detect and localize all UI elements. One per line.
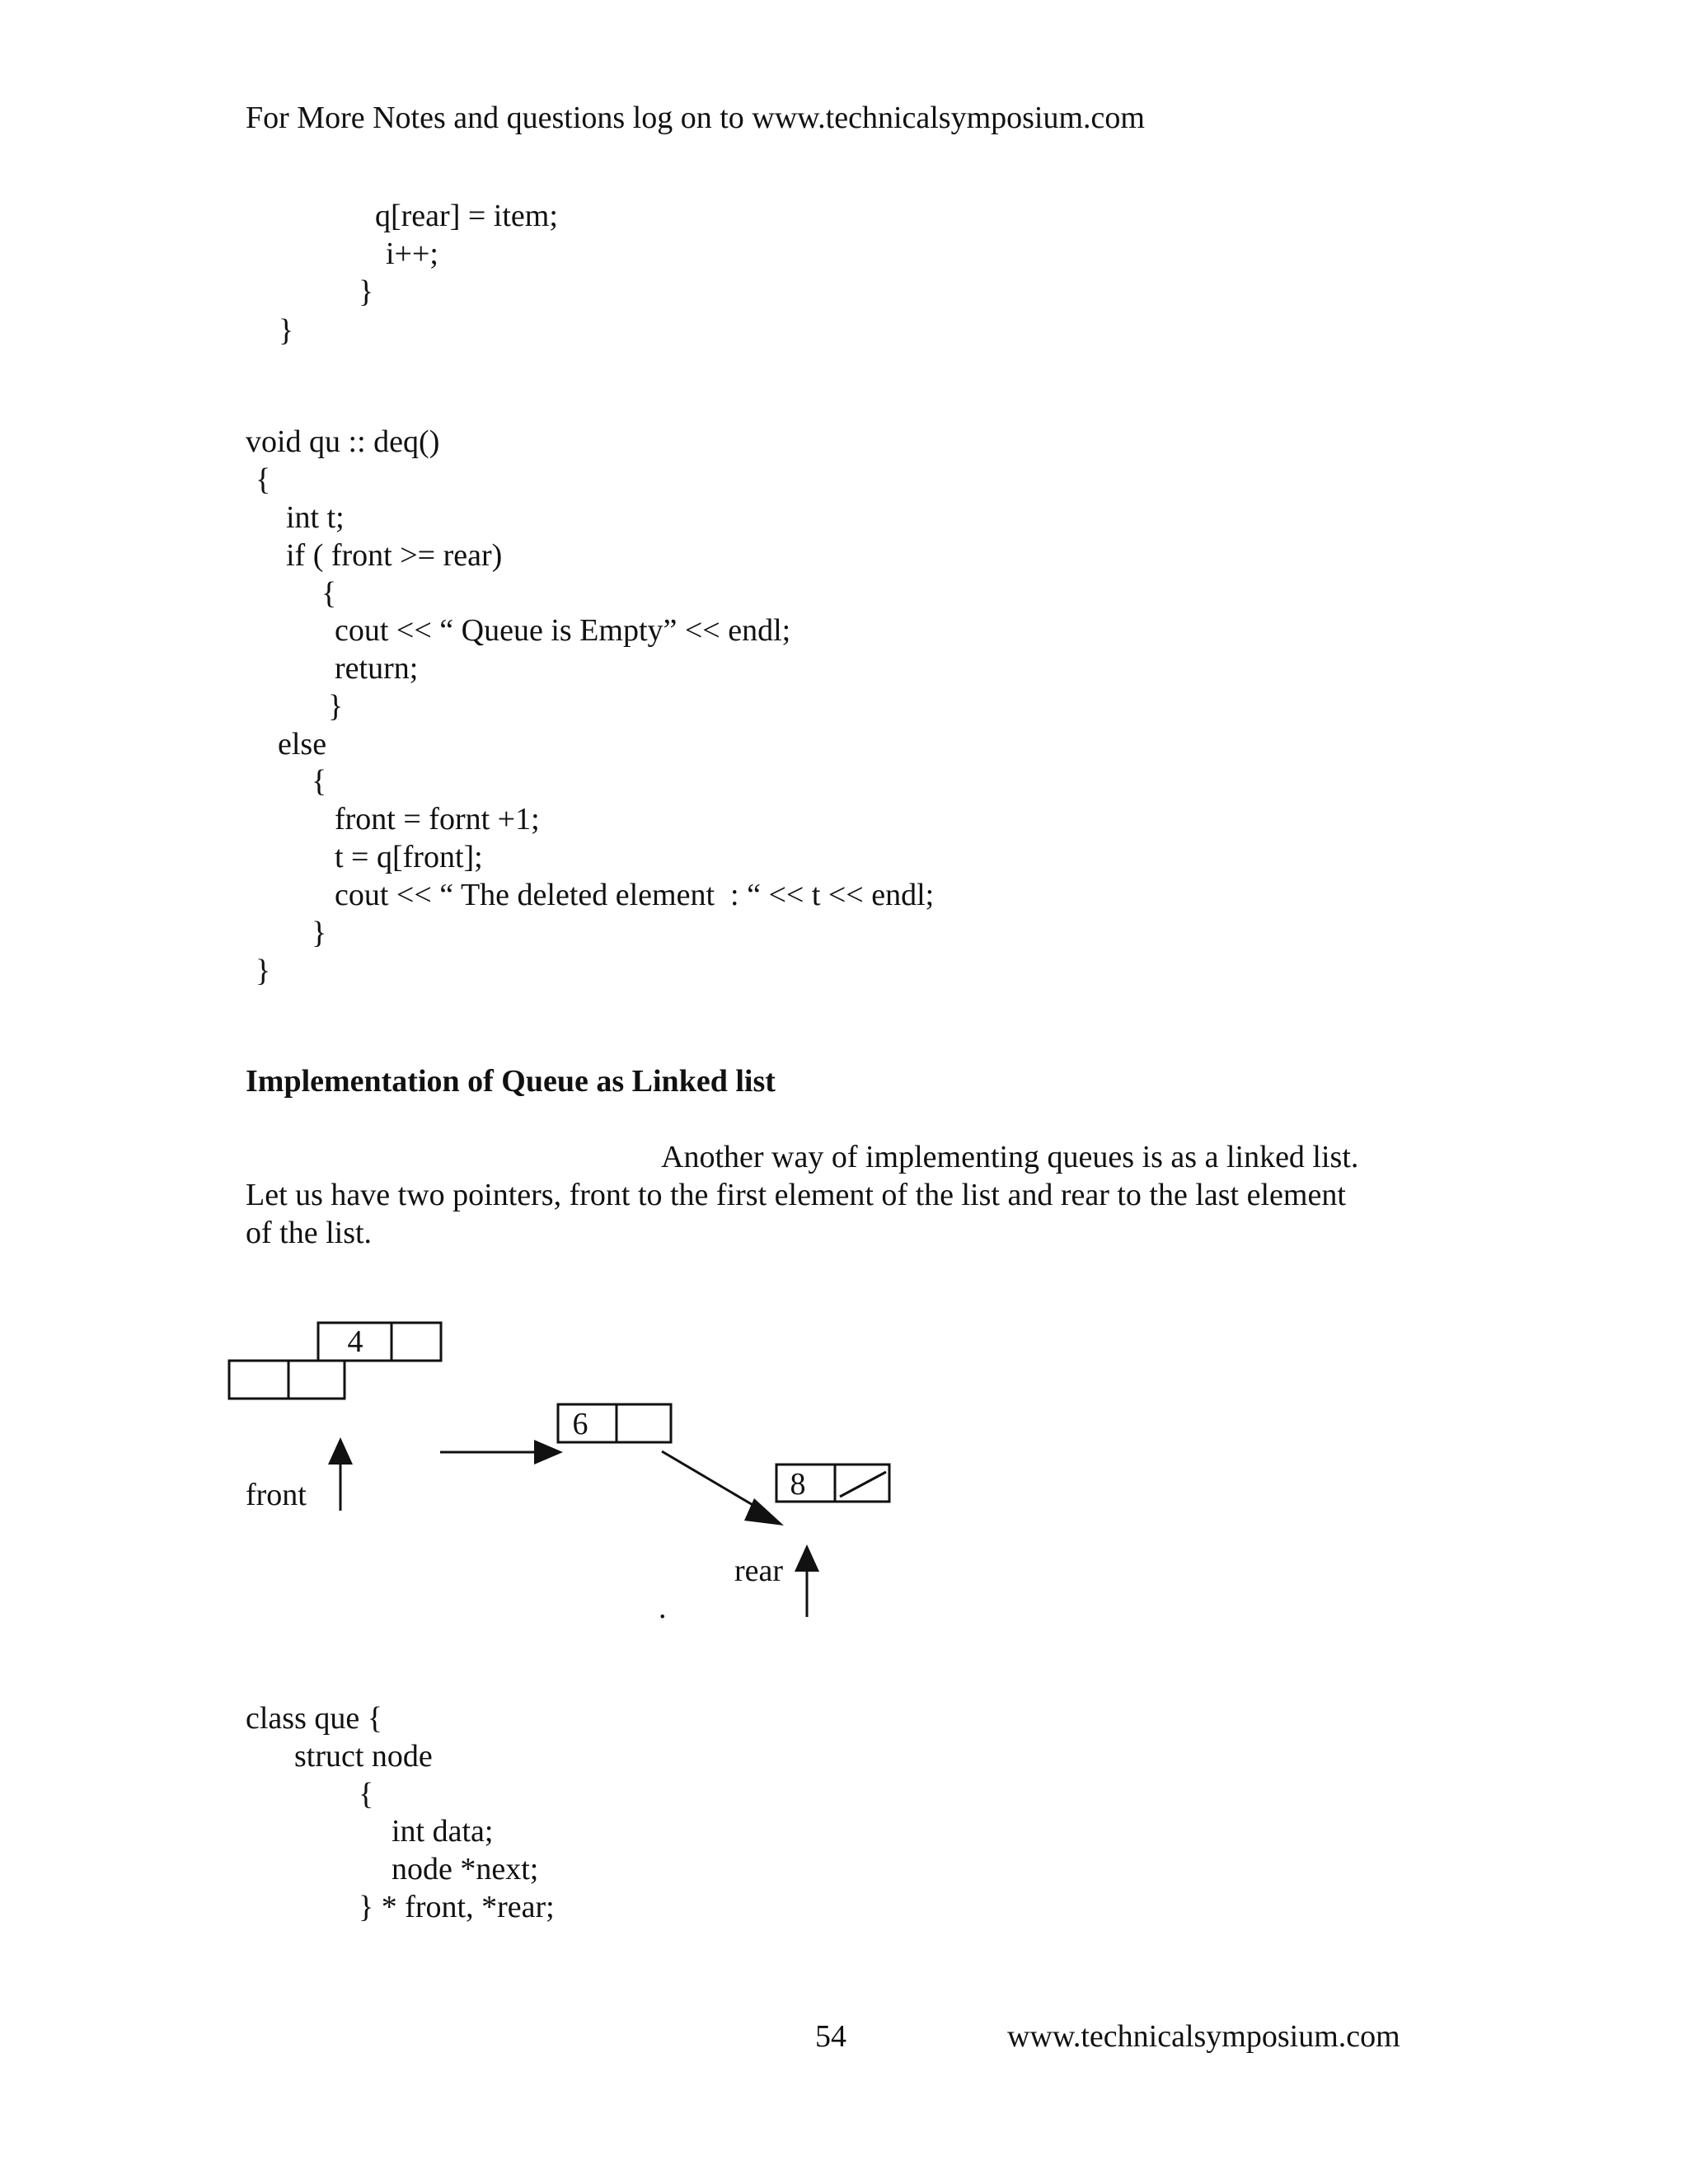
link-arrow-6-to-8 xyxy=(662,1451,758,1508)
code-line: { xyxy=(312,764,327,799)
node-4-value: 4 xyxy=(347,1324,363,1359)
code-line: node *next; xyxy=(392,1852,539,1886)
front-pointer-arrowhead xyxy=(328,1437,353,1465)
rear-label: rear xyxy=(734,1554,784,1588)
code-line: else xyxy=(278,727,327,762)
code-line: } * front, *rear; xyxy=(359,1890,555,1924)
paragraph-line: Another way of implementing queues is as a linked list. xyxy=(661,1140,1359,1174)
section-heading: Implementation of Queue as Linked list xyxy=(246,1064,776,1099)
footer-site: www.technicalsymposium.com xyxy=(1007,2019,1400,2054)
link-arrowhead-6-to-8 xyxy=(744,1498,784,1526)
code-line: front = fornt +1; xyxy=(335,802,540,837)
node-4-next-cell xyxy=(392,1323,441,1361)
node-8-data-cell xyxy=(776,1465,835,1502)
node-6-next-cell xyxy=(617,1404,671,1442)
code-line: void qu :: deq() xyxy=(246,424,440,459)
stray-dot: . xyxy=(659,1591,667,1625)
node-8-value: 8 xyxy=(790,1467,806,1502)
extra-cell-left xyxy=(229,1361,288,1399)
code-line: q[rear] = item; xyxy=(375,199,558,233)
code-line: } xyxy=(312,916,327,950)
node-4-data-cell xyxy=(318,1323,392,1361)
link-arrowhead-4-to-6 xyxy=(534,1440,563,1465)
node-6-data-cell xyxy=(558,1404,617,1442)
code-line: } xyxy=(279,313,294,348)
code-line: if ( front >= rear) xyxy=(286,538,503,573)
page-header: For More Notes and questions log on to www.technicalsymposium.com xyxy=(246,101,1145,135)
front-label: front xyxy=(246,1478,307,1512)
code-line: return; xyxy=(335,651,419,686)
paragraph-line: of the list. xyxy=(246,1216,373,1250)
node-8-next-cell xyxy=(835,1465,889,1502)
extra-cell-right xyxy=(288,1361,345,1399)
code-line: int data; xyxy=(392,1814,494,1849)
code-line: { xyxy=(256,462,271,497)
code-line: class que { xyxy=(246,1701,382,1736)
code-line: } xyxy=(359,274,374,309)
code-line: } xyxy=(256,954,271,988)
rear-pointer-arrowhead xyxy=(795,1544,819,1572)
code-line: { xyxy=(359,1777,374,1811)
code-line: struct node xyxy=(294,1739,433,1774)
code-line: cout << “ The deleted element : “ << t << endl; xyxy=(335,878,935,912)
paragraph-line: Let us have two pointers, front to the first element of the list and rear to the last element xyxy=(246,1178,1346,1212)
code-line: cout << “ Queue is Empty” << endl; xyxy=(335,613,791,648)
code-line: } xyxy=(328,689,344,724)
code-line: int t; xyxy=(286,500,345,535)
code-line: i++; xyxy=(386,237,438,271)
page-number: 54 xyxy=(815,2019,846,2054)
node-6-value: 6 xyxy=(572,1407,588,1441)
code-line: { xyxy=(321,576,337,611)
null-pointer-slash xyxy=(840,1472,886,1497)
code-line: t = q[front]; xyxy=(335,840,483,874)
